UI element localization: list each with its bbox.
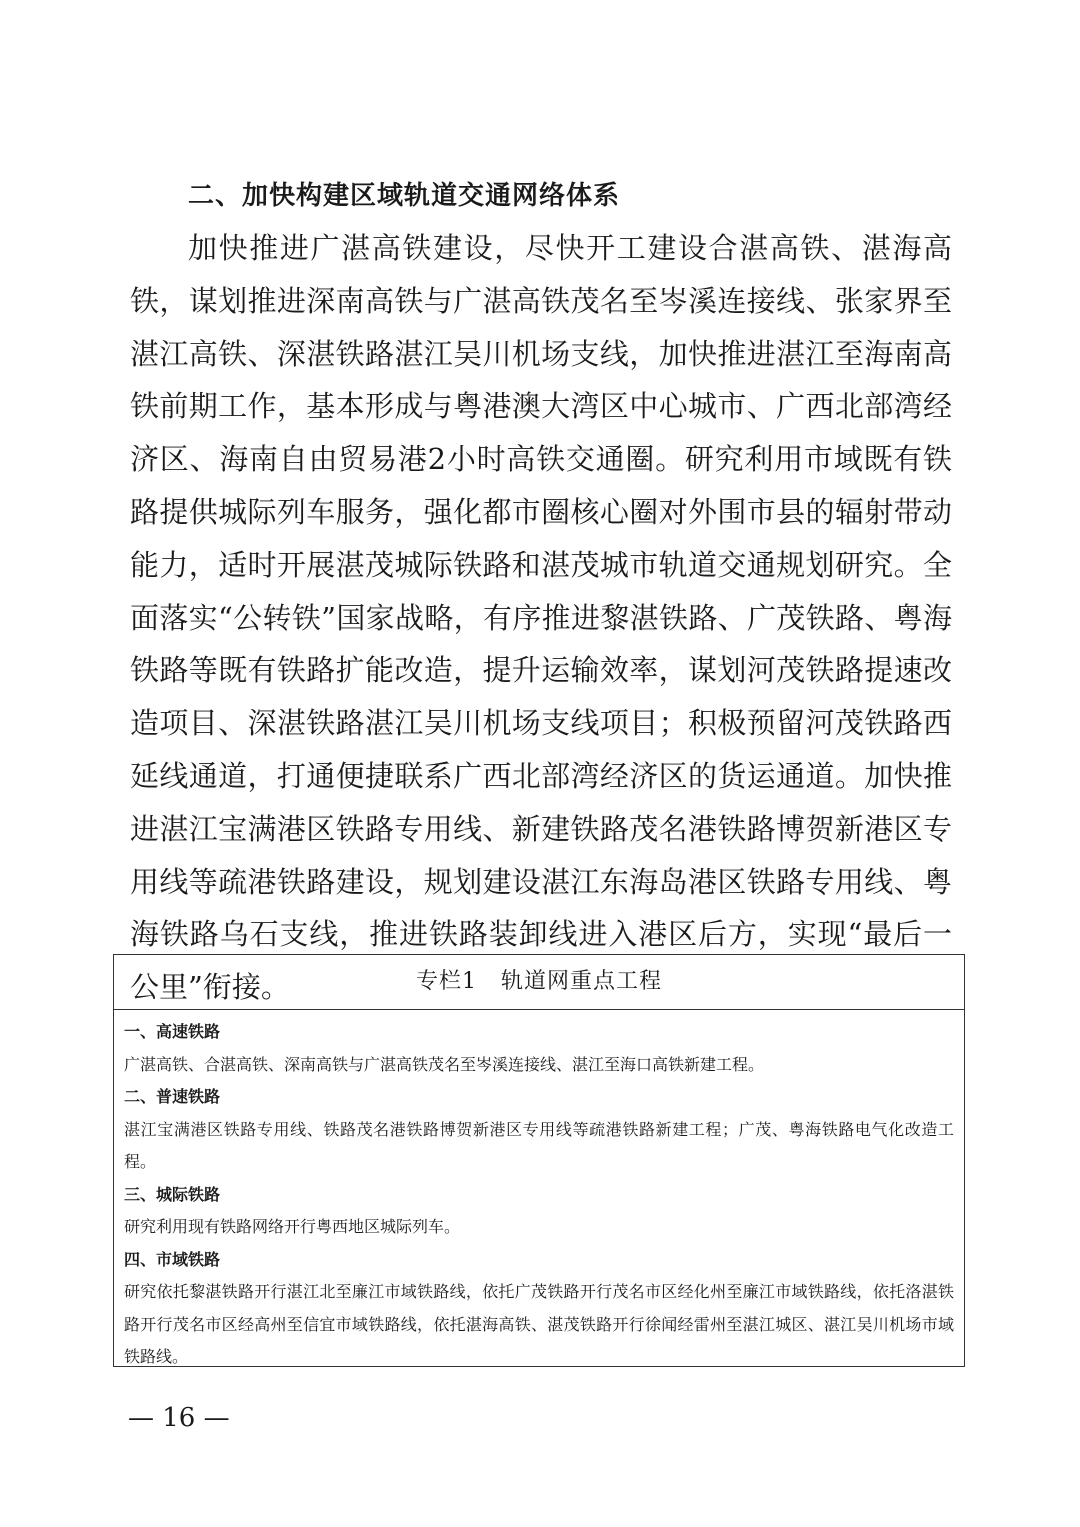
- section-heading: 二、加快构建区域轨道交通网络体系: [188, 181, 621, 211]
- section-text-high-speed: 广湛高铁、合湛高铁、深南高铁与广湛高铁茂名至岑溪连接线、湛江至海口高铁新建工程。: [124, 1054, 765, 1074]
- column-box-title: [114, 955, 964, 1010]
- column-box-title-text: 轨道网重点工程: [500, 969, 662, 994]
- section-text-suburban: 研究依托黎湛铁路开行湛江北至廉江市域铁路线，依托广茂铁路开行茂名市区经化州至廉江市域铁路线，依托洛湛铁路开行茂名市区经高州至信宜市域铁路线，依托湛海高铁、湛茂铁路开行徐闻经雷州至湛江城区、湛江吴川机场市域铁路线。: [124, 1282, 954, 1366]
- section-heading-intercity: 三、城际铁路: [124, 1184, 221, 1204]
- section-heading-high-speed: 一、高速铁路: [124, 1022, 221, 1041]
- section-text-intercity: 研究利用现有铁路网络开行粤西地区城际列车。: [124, 1217, 461, 1236]
- column-box: [113, 954, 965, 1367]
- page-number: — 16 —: [128, 1403, 230, 1433]
- column-box-label: 专栏1: [415, 969, 477, 994]
- body-paragraph: 加快推进广湛高铁建设，尽快开工建设合湛高铁、湛海高铁，谋划推进深南高铁与广湛高铁茂名至岑溪连接线、张家界至湛江高铁、深湛铁路湛江吴川机场支线，加快推进湛江至海南高铁前期工作，基本形成与粤港澳大湾区中心城市、广西北部湾经济区、海南自由贸易港2小时高铁交通圈。研究利用市域既有铁路提供城际列车服务，强化都市圈核心圈对外围市县的辐射带动能力，适时开展湛茂城际铁路和湛茂城市轨道交通规划研究。全面落实“公转铁”国家战略，有序推进黎湛铁路、广茂铁路、粤海铁路等既有铁路扩能改造，提升运输效率，谋划河茂铁路提速改造项目、深湛铁路湛江吴川机场支线项目；积极预留河茂铁路西延线通道，打通便捷联系广西北部湾经济区的货运通道。加快推进湛江宝满港区铁路专用线、新建铁路茂名港铁路博贺新港区专用线等疏港铁路建设，规划建设湛江东海岛港区铁路专用线、粤海铁路乌石支线，推进铁路装卸线进入港区后方，实现“最后一公里”衔接。: [130, 231, 952, 1005]
- section-heading-conventional: 二、普速铁路: [124, 1087, 221, 1106]
- section-text-conventional: 湛江宝满港区铁路专用线、铁路茂名港铁路博贺新港区专用线等疏港铁路新建工程；广茂、粤海铁路电气化改造工程。: [124, 1119, 954, 1171]
- column-box-content: [114, 1010, 964, 1374]
- section-heading-suburban: 四、市域铁路: [124, 1249, 221, 1269]
